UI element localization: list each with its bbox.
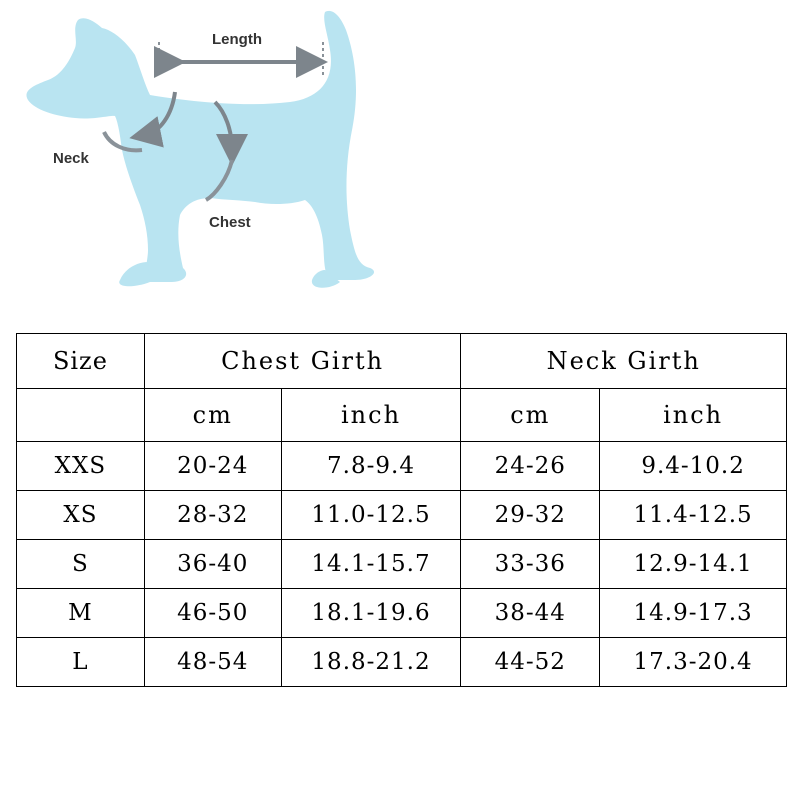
size-header: Size [17,334,145,389]
chest-cm-cell: 46-50 [144,589,281,638]
table-row [17,589,787,638]
chest-cm-cell: 48-54 [144,638,281,687]
chest-inch-header: inch [281,389,461,442]
neck-cm-cell: 33-36 [461,540,600,589]
chest-inch-cell: 11.0-12.5 [281,491,461,540]
units-blank-cell [17,389,145,442]
neck-cm-cell: 24-26 [461,442,600,491]
length-label: Length [212,31,262,48]
size-cell: XS [17,491,145,540]
neck-cm-cell: 38-44 [461,589,600,638]
table-row [17,442,787,491]
size-cell: XXS [17,442,145,491]
chest-cm-header: cm [144,389,281,442]
neck-inch-cell: 17.3-20.4 [600,638,787,687]
dog-measurement-diagram [0,0,400,310]
size-chart-table [16,333,787,687]
chest-inch-cell: 18.1-19.6 [281,589,461,638]
neck-inch-header: inch [600,389,787,442]
table-row [17,540,787,589]
chest-label: Chest [209,214,251,231]
neck-inch-cell: 11.4-12.5 [600,491,787,540]
neck-cm-cell: 29-32 [461,491,600,540]
table-header-row [17,334,787,389]
size-cell: S [17,540,145,589]
table-units-row [17,389,787,442]
chest-inch-cell: 14.1-15.7 [281,540,461,589]
neck-inch-cell: 12.9-14.1 [600,540,787,589]
chest-cm-cell: 20-24 [144,442,281,491]
size-cell: L [17,638,145,687]
chest-cm-cell: 36-40 [144,540,281,589]
neck-cm-header: cm [461,389,600,442]
neck-inch-cell: 9.4-10.2 [600,442,787,491]
table-row [17,638,787,687]
neck-cm-cell: 44-52 [461,638,600,687]
chest-cm-cell: 28-32 [144,491,281,540]
chest-girth-header: Chest Girth [144,334,461,389]
chest-inch-cell: 18.8-21.2 [281,638,461,687]
neck-label: Neck [53,150,89,167]
table-row [17,491,787,540]
neck-inch-cell: 14.9-17.3 [600,589,787,638]
chest-inch-cell: 7.8-9.4 [281,442,461,491]
neck-girth-header: Neck Girth [461,334,787,389]
size-cell: M [17,589,145,638]
